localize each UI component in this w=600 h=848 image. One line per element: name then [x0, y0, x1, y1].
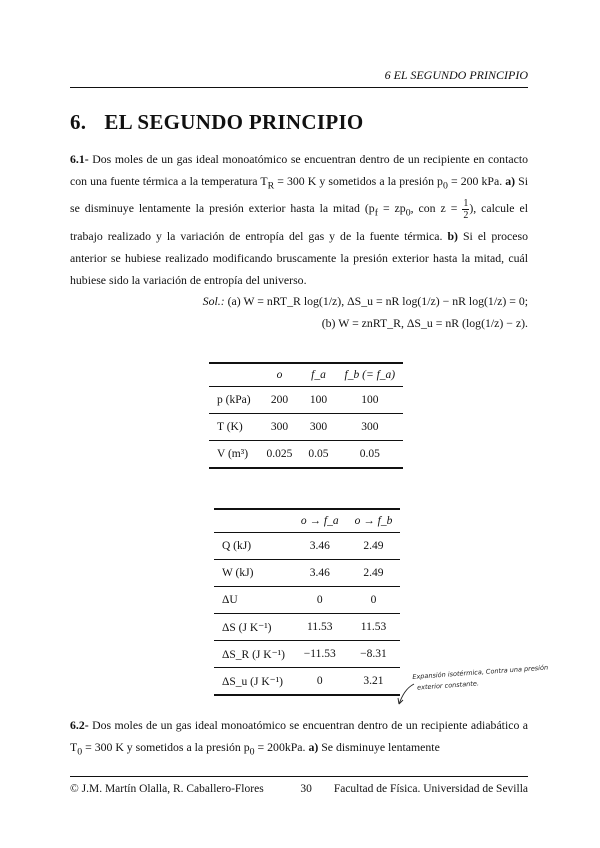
problem-text: = 300 K y sometidos a la presión p	[82, 740, 250, 754]
problem-text: Se disminuye lentamente	[318, 740, 440, 754]
problem-label: 6.2-	[70, 718, 89, 732]
page-number: 30	[300, 783, 312, 795]
table-cell: 0	[293, 587, 347, 614]
column-header: f_a	[300, 363, 336, 387]
table-row	[214, 668, 400, 696]
problem-text: = zp	[377, 201, 406, 216]
row-label: T (K)	[209, 414, 259, 441]
table-cell: 3.46	[293, 560, 347, 587]
subscript: 0	[77, 746, 83, 758]
page-footer	[70, 776, 528, 795]
column-header	[214, 509, 293, 533]
problem-text: Si se disminuye lentamente la presión exterior hasta la mitad (p	[70, 174, 529, 216]
solution-line-2: (b) W = znRT_R, ΔS_u = nR (log(1/z) − z).	[321, 316, 528, 330]
table-cell: 0.025	[259, 441, 301, 469]
table-cell: 3.46	[293, 533, 347, 560]
problem-text: Dos moles de un gas ideal monoatómico se encuentran dentro de un recipiente adiabático a T	[70, 718, 528, 754]
running-head: 6 EL SEGUNDO PRINCIPIO	[70, 68, 528, 88]
solution-line-1	[203, 290, 528, 312]
problem-text: , con z =	[410, 201, 463, 216]
table-cell: 100	[337, 387, 404, 414]
row-label: ΔU	[214, 587, 293, 614]
row-label: ΔS_R (J K⁻¹)	[214, 641, 293, 668]
table-cell: 2.49	[347, 560, 401, 587]
problem-6-2	[70, 714, 528, 763]
solution	[203, 290, 528, 334]
chapter-number: 6.	[70, 110, 87, 134]
chapter-title	[70, 110, 364, 135]
table-cell: −8.31	[347, 641, 401, 668]
column-header: o → f_a	[293, 509, 347, 533]
table-row	[214, 533, 400, 560]
table-cell: 300	[337, 414, 404, 441]
table-row	[209, 414, 403, 441]
column-header: o	[259, 363, 301, 387]
table-cell: 0.05	[300, 441, 336, 469]
table-cell: 300	[300, 414, 336, 441]
table-cell: 2.49	[347, 533, 401, 560]
problem-text: Si el proceso anterior se hubiese realizado modificando bruscamente la presión exterior hasta la mitad, cuál hubiese sido la variación de entropía del universo.	[70, 228, 529, 287]
problem-label: 6.1-	[70, 152, 89, 166]
table-row	[214, 641, 400, 668]
handwritten-note	[412, 663, 549, 694]
table-cell: 0.05	[337, 441, 404, 469]
subscript: R	[267, 180, 275, 192]
problem-6-1	[70, 148, 528, 291]
problem-text: Dos moles de un gas ideal monoatómico se encuentran dentro de un recipiente en contacto con una fuente térmica a la temperatura T	[70, 152, 528, 188]
table-cell: 3.21	[347, 668, 401, 696]
problem-text: = 200 kPa.	[447, 174, 506, 188]
row-label: ΔS_u (J K⁻¹)	[214, 668, 293, 696]
row-label: Q (kJ)	[214, 533, 293, 560]
table-row	[214, 560, 400, 587]
fraction-num: 1	[463, 198, 469, 210]
footer-institution: Facultad de Física. Universidad de Sevilla	[333, 783, 528, 795]
footer-authors: © J.M. Martín Olalla, R. Caballero-Flores	[70, 783, 264, 795]
row-label: W (kJ)	[214, 560, 293, 587]
problem-text: = 200kPa.	[254, 740, 309, 754]
column-header	[209, 363, 259, 387]
solution-label: Sol.:	[202, 294, 225, 308]
table-row	[214, 614, 400, 641]
chapter-title-text: EL SEGUNDO PRINCIPIO	[104, 110, 364, 134]
part-label: a)	[308, 740, 319, 754]
table-cell: 300	[259, 414, 301, 441]
table-row	[209, 441, 403, 469]
table-cell: 200	[259, 387, 301, 414]
table-cell: 0	[293, 668, 347, 696]
problem-text: = 300 K y sometidos a la presión p	[274, 174, 443, 188]
subscript: f	[374, 207, 378, 219]
table-row	[214, 587, 400, 614]
column-header: o → f_b	[347, 509, 401, 533]
subscript: 0	[249, 746, 255, 758]
fraction-den: 2	[463, 210, 469, 222]
column-header: f_b (= f_a)	[337, 363, 404, 387]
table-cell: 0	[347, 587, 401, 614]
table-cell: 100	[300, 387, 336, 414]
note-line: Expansión isotérmica, Contra una presión	[412, 663, 549, 681]
subscript: 0	[405, 207, 411, 219]
table-row	[209, 387, 403, 414]
part-label: b)	[447, 228, 458, 243]
row-label: ΔS (J K⁻¹)	[214, 614, 293, 641]
row-label: V (m³)	[209, 441, 259, 469]
subscript: 0	[442, 180, 448, 192]
states-table	[209, 362, 403, 469]
processes-table	[214, 508, 400, 696]
row-label: p (kPa)	[209, 387, 259, 414]
problem-text: ), calcule el trabajo realizado y la variación de entropía del gas y de la fuente térmica.	[70, 201, 529, 243]
solution-formula: (a) W = nRT_R log(1/z), ΔS_u = nR log(1/z) − nR log(1/z) = 0;	[224, 294, 528, 308]
footer-right	[300, 783, 528, 795]
table-cell: 11.53	[347, 614, 401, 641]
note-line: exterior constante.	[416, 679, 480, 692]
table-cell: −11.53	[293, 641, 347, 668]
part-label: a)	[505, 174, 516, 188]
table-cell: 11.53	[293, 614, 347, 641]
